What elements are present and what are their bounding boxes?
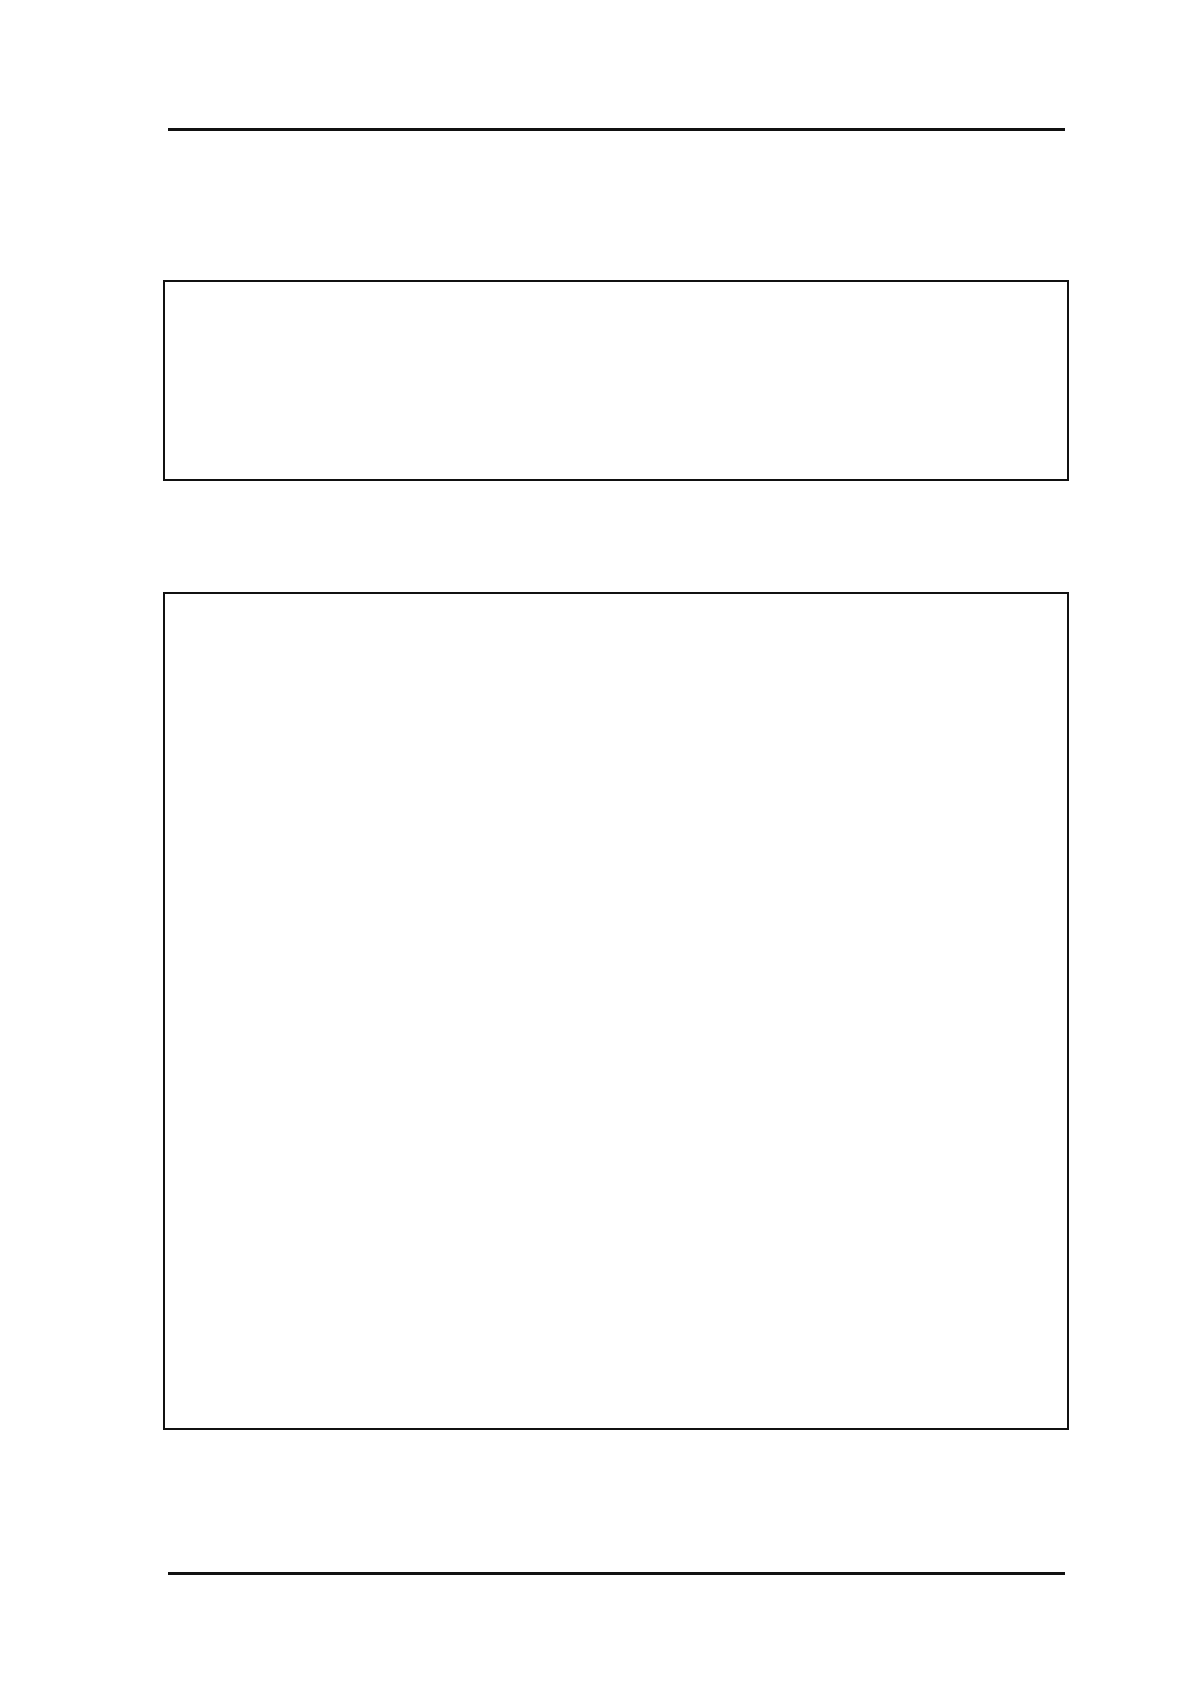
- footer-rule: [168, 1572, 1065, 1575]
- section-a-table: [163, 280, 1069, 481]
- section-b-table: [163, 592, 1069, 1430]
- header-rule: [168, 128, 1065, 131]
